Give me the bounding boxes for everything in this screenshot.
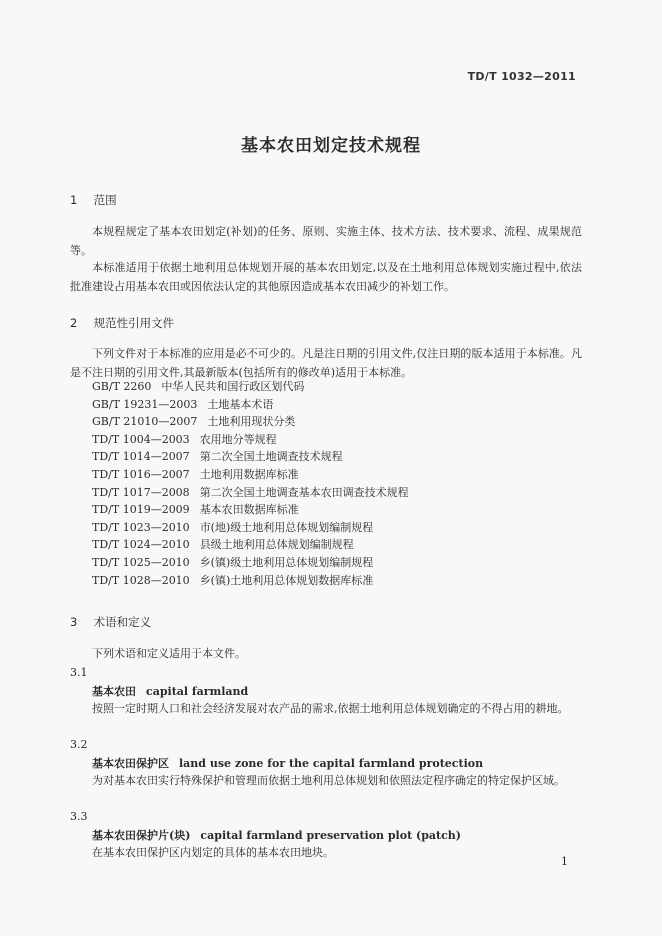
- reference-code: TD/T 1016—2007: [92, 467, 190, 481]
- term-zh: 基本农田: [92, 685, 136, 698]
- reference-item: [92, 466, 409, 484]
- term-number: 3.2: [70, 738, 88, 751]
- reference-item: [92, 484, 409, 502]
- reference-title: 第二次全国土地调查基本农田调查技术规程: [199, 485, 409, 499]
- reference-item: [92, 448, 409, 466]
- reference-title: 中华人民共和国行政区划代码: [161, 380, 305, 393]
- reference-code: TD/T 1028—2010: [92, 573, 190, 587]
- standard-code: TD/T 1032—2011: [467, 70, 576, 83]
- term-definition: 在基本农田保护区内划定的具体的基本农田地块。: [92, 846, 334, 859]
- term-definition: 按照一定时期人口和社会经济发展对农产品的需求,依据土地利用总体规划确定的不得占用的耕地。: [92, 702, 569, 715]
- term-zh: 基本农田保护片(块): [92, 829, 191, 842]
- reference-title: 市(地)级土地利用总体规划编制规程: [199, 520, 374, 534]
- reference-title: 基本农田数据库标准: [199, 503, 299, 517]
- reference-code: TD/T 1014—2007: [92, 450, 190, 464]
- reference-item: [92, 431, 409, 449]
- section-heading-terms: [70, 614, 151, 630]
- document-title: 基本农田划定技术规程: [241, 136, 421, 156]
- reference-code: GB/T 21010—2007: [92, 415, 198, 429]
- term-en: land use zone for the capital farmland protection: [179, 757, 484, 770]
- refs-intro: 下列文件对于本标准的应用是必不可少的。凡是注日期的引用文件,仅注日期的版本适用于本标准。凡是不注日期的引用文件,其最新版本(包括所有的修改单)适用于本标准。: [70, 347, 582, 379]
- reference-code: GB/T 19231—2003: [92, 397, 198, 411]
- reference-code: TD/T 1004—2003: [92, 432, 190, 446]
- section-title: 规范性引用文件: [93, 316, 175, 330]
- reference-item: [92, 536, 409, 554]
- reference-title: 农用地分等规程: [199, 432, 277, 446]
- reference-code: TD/T 1017—2008: [92, 485, 190, 499]
- term-number: 3.1: [70, 666, 88, 679]
- reference-item: [92, 378, 409, 396]
- reference-item: [92, 413, 409, 431]
- term-heading: [92, 683, 248, 699]
- term-zh: 基本农田保护区: [92, 757, 169, 770]
- reference-item: [92, 519, 409, 537]
- reference-title: 乡(镇)级土地利用总体规划编制规程: [199, 555, 374, 569]
- term-heading: [92, 827, 461, 843]
- term-number: 3.3: [70, 810, 88, 823]
- section-number: 3: [70, 615, 78, 629]
- reference-item: [92, 572, 409, 590]
- reference-item: [92, 501, 409, 519]
- reference-item: [92, 396, 409, 414]
- reference-code: TD/T 1024—2010: [92, 538, 190, 552]
- reference-title: 土地基本术语: [207, 397, 274, 411]
- section-heading-refs: [70, 315, 174, 331]
- reference-item: [92, 554, 409, 572]
- section-title: 范围: [93, 193, 117, 207]
- term-heading: [92, 755, 483, 771]
- scope-paragraph-1: 本规程规定了基本农田划定(补划)的任务、原则、实施主体、技术方法、技术要求、流程、成果规范等。: [70, 225, 582, 257]
- reference-title: 乡(镇)土地利用总体规划数据库标准: [199, 573, 374, 587]
- scope-paragraph-2: 本标准适用于依据土地利用总体规划开展的基本农田划定,以及在土地利用总体规划实施过程中,依法批准建设占用基本农田或因依法认定的其他原因造成基本农田减少的补划工作。: [70, 261, 582, 293]
- reference-list: [92, 378, 409, 589]
- reference-code: TD/T 1019—2009: [92, 503, 190, 517]
- section-number: 2: [70, 316, 78, 330]
- reference-title: 第二次全国土地调查技术规程: [199, 450, 343, 464]
- reference-title: 土地利用现状分类: [207, 415, 296, 429]
- section-title: 术语和定义: [93, 615, 152, 629]
- section-number: 1: [70, 193, 78, 207]
- reference-title: 土地利用数据库标准: [199, 467, 299, 481]
- term-definition: 为对基本农田实行特殊保护和管理而依据土地利用总体规划和依照法定程序确定的特定保护区域。: [92, 774, 565, 787]
- reference-code: GB/T 2260: [92, 380, 152, 393]
- page-number: 1: [561, 855, 568, 868]
- reference-title: 县级土地利用总体规划编制规程: [199, 538, 354, 552]
- section-heading-scope: [70, 192, 117, 208]
- reference-code: TD/T 1023—2010: [92, 520, 190, 534]
- term-en: capital farmland: [146, 685, 249, 698]
- term-en: capital farmland preservation plot (patch): [200, 829, 461, 842]
- terms-intro: 下列术语和定义适用于本文件。: [92, 647, 246, 660]
- reference-code: TD/T 1025—2010: [92, 555, 190, 569]
